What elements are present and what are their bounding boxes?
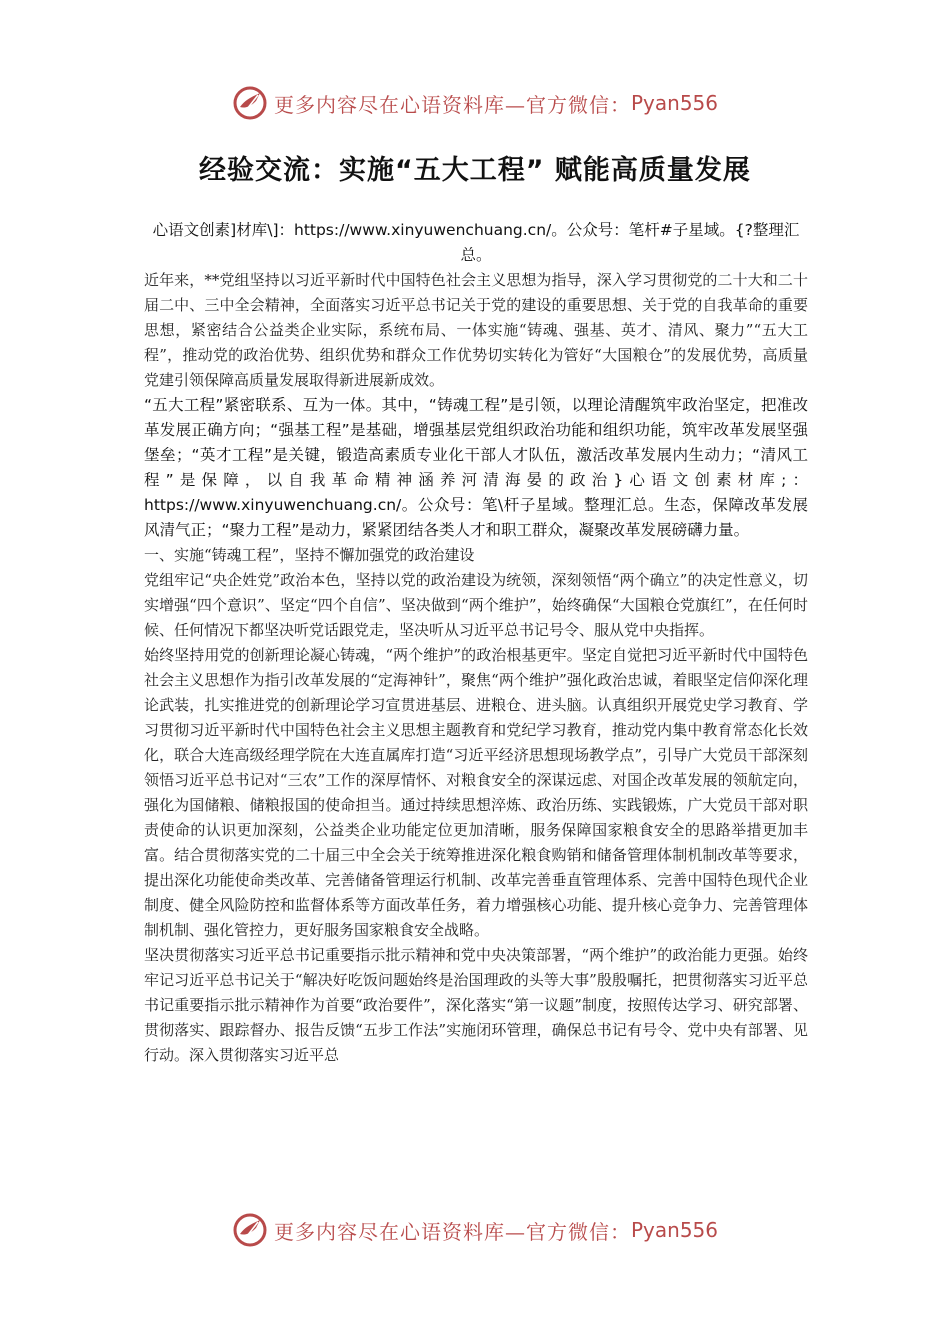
brand-logo-icon bbox=[232, 85, 268, 121]
document-title: 经验交流：实施“五大工程” 赋能高质量发展 bbox=[199, 155, 751, 186]
paragraph-intro: 近年来，**党组坚持以习近平新时代中国特色社会主义思想为指导，深入学习贯彻党的二十大和二十届二中、三中全会精神，全面落实习近平总书记关于党的建设的重要思想、关于党的自我革命的重要思想，紧密结合公益类企业实际，系统布局、一体实施“铸魂、强基、英才、清风、聚力”“五大工程”，推动党的政治优势、组织优势和群众工作优势切实转化为管好“大国粮仓”的发展优势，高质量党建引领保障高质量发展取得新进展新成效。 bbox=[144, 271, 808, 389]
banner-wechat-id: Pyan556 bbox=[630, 91, 718, 115]
banner-text: 更多内容尽在心语资料库—官方微信： bbox=[273, 92, 631, 117]
paragraph: 始终坚持用党的创新理论凝心铸魂，“两个维护”的政治根基更牢。坚定自觉把习近平新时代中国特色社会主义思想作为指引改革发展的“定海神针”，聚焦“两个维护”强化政治忠诚，着眼坚定信仰深化理论武装，扎实推进党的创新理论学习宣贯进基层、进粮仓、进头脑。认真组织开展党史学习教育、学习贯彻习近平新时代中国特色社会主义思想主题教育和党纪学习教育，推动党内集中教育常态化长效化，联合大连高级经理学院在大连直属库打造“习近平经济思想现场教学点”，引导广大党员干部深刻领悟习近平总书记对“三农”工作的深厚情怀、对粮食安全的深谋远虑、对国企改革发展的领航定向，强化为国储粮、储粮报国的使命担当。通过持续思想淬炼、政治历练、实践锻炼，广大党员干部对职责使命的认识更加深刻，公益类企业功能定位更加清晰，服务保障国家粮食安全的思路举措更加丰富。结合贯彻落实党的二十届三中全会关于统筹推进深化粮食购销和储备管理体制机制改革等要求，提出深化功能使命类改革、完善储备管理运行机制、改革完善垂直管理体系、完善中国特色现代企业制度、健全风险防控和监督体系等方面改革任务，着力增强核心功能、提升核心竞争力、完善管理体制机制、强化管控力，更好服务国家粮食安全战略。 bbox=[144, 646, 808, 939]
header-watermark-banner bbox=[0, 83, 950, 123]
footer-watermark-banner bbox=[0, 1210, 950, 1250]
brand-logo-icon bbox=[232, 1212, 268, 1248]
paragraph-five-projects: “五大工程”紧密联系、互为一体。其中，“铸魂工程”是引领，以理论清醒筑牢政治坚定，把准改革发展正确方向；“强基工程”是基础，增强基层党组织政治功能和组织功能，筑牢改革发展坚强堡垒；“英才工程”是关键，锻造高素质专业化干部人才队伍，激活改革发展内生动力；“清风工程”是保障，以自我革命精神涵养河清海晏的政治}心语文创素材库;：https://www.xinyuwenchuang.cn/。公众号：笔\杆子星域。整理汇总。生态，保障改革发展风清气正；“聚力工程”是动力，紧紧团结各类人才和职工群众，凝聚改革发展磅礴力量。 bbox=[144, 396, 808, 539]
paragraph: 坚决贯彻落实习近平总书记重要指示批示精神和党中央决策部署，“两个维护”的政治能力更强。始终牢记习近平总书记关于“解决好吃饭问题始终是治国理政的头等大事”殷殷嘱托，把贯彻落实习近平总书记重要指示批示精神作为首要“政治要件”，深化落实“第一议题”制度，按照传达学习、研究部署、贯彻落实、跟踪督办、报告反馈“五步工作法”实施闭环管理，确保总书记有号令、党中央有部署、见行动。深入贯彻落实习近平总 bbox=[144, 946, 808, 1064]
document-body bbox=[144, 218, 808, 1068]
paragraph: 党组牢记“央企姓党”政治本色，坚持以党的政治建设为统领，深刻领悟“两个确立”的决定性意义，切实增强“四个意识”、坚定“四个自信”、坚决做到“两个维护”，始终确保“大国粮仓党旗红”，在任何时候、任何情况下都坚决听党话跟党走，坚决听从习近平总书记号令、服从党中央指挥。 bbox=[144, 571, 808, 639]
source-line: 心语文创素]材库\]：https://www.xinyuwenchuang.cn/。公众号：笔杆#子星域。{?整理汇总。 bbox=[152, 221, 800, 264]
banner-wechat-id: Pyan556 bbox=[630, 1218, 718, 1242]
section-heading: 一、实施“铸魂工程”，坚持不懈加强党的政治建设 bbox=[144, 546, 475, 564]
banner-text: 更多内容尽在心语资料库—官方微信： bbox=[273, 1219, 631, 1244]
